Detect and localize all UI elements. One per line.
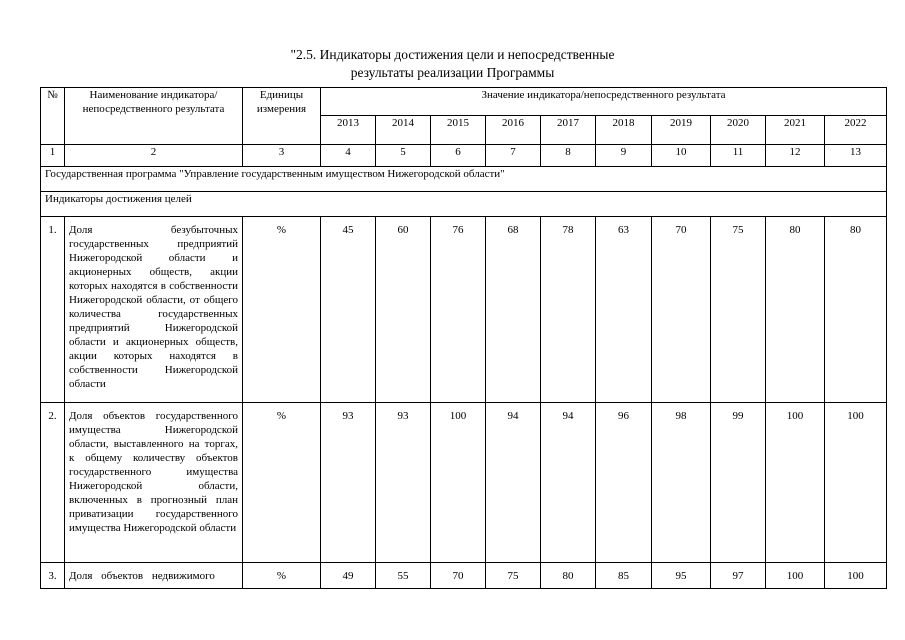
- section-program: Государственная программа "Управление государственным имуществом Нижегородской области": [41, 167, 887, 192]
- header-indicator-name: Наименование индикатора/непосредственного результата: [65, 88, 243, 145]
- value-cell: 100: [825, 563, 887, 589]
- value-cell: 100: [766, 563, 825, 589]
- year-cell: 2021: [766, 116, 825, 145]
- value-cell: 78: [541, 217, 596, 403]
- row-number: 2.: [41, 403, 65, 563]
- year-cell: 2017: [541, 116, 596, 145]
- indicator-name: Доля объектов недвижимого: [65, 563, 243, 589]
- header-value: Значение индикатора/непосредственного результата: [321, 88, 887, 116]
- value-cell: 75: [486, 563, 541, 589]
- year-cell: 2014: [376, 116, 431, 145]
- value-cell: 98: [652, 403, 711, 563]
- value-cell: 96: [596, 403, 652, 563]
- unit-cell: %: [243, 403, 321, 563]
- table-row: [41, 563, 887, 589]
- value-cell: 70: [652, 217, 711, 403]
- value-cell: 97: [711, 563, 766, 589]
- value-cell: 93: [376, 403, 431, 563]
- value-cell: 80: [541, 563, 596, 589]
- value-cell: 85: [596, 563, 652, 589]
- indicators-table: [40, 87, 887, 589]
- value-cell: 80: [766, 217, 825, 403]
- value-cell: 75: [711, 217, 766, 403]
- value-cell: 55: [376, 563, 431, 589]
- column-number: 1: [41, 145, 65, 167]
- value-cell: 45: [321, 217, 376, 403]
- value-cell: 68: [486, 217, 541, 403]
- value-cell: 100: [825, 403, 887, 563]
- indicator-name: Доля безубыточных государственных предприятий Нижегородской области и акционерных обществ, акции которых находятся в собственности Нижегородской области, от общего количества государственных предприятий Нижегородской области и акционерных обществ, акции которых находятся в собственности Нижегородской области: [65, 217, 243, 403]
- document-title: [0, 46, 905, 82]
- header-unit: Единицы измерения: [243, 88, 321, 145]
- value-cell: 94: [486, 403, 541, 563]
- value-cell: 99: [711, 403, 766, 563]
- unit-cell: %: [243, 217, 321, 403]
- column-number: 6: [431, 145, 486, 167]
- value-cell: 60: [376, 217, 431, 403]
- column-number: 5: [376, 145, 431, 167]
- column-number: 12: [766, 145, 825, 167]
- value-cell: 100: [766, 403, 825, 563]
- year-cell: 2018: [596, 116, 652, 145]
- title-line-1: "2.5. Индикаторы достижения цели и непосредственные: [290, 47, 615, 62]
- value-cell: 70: [431, 563, 486, 589]
- column-number: 9: [596, 145, 652, 167]
- table-row: [41, 217, 887, 403]
- header-number: №: [41, 88, 65, 145]
- value-cell: 94: [541, 403, 596, 563]
- year-cell: 2020: [711, 116, 766, 145]
- value-cell: 76: [431, 217, 486, 403]
- year-cell: 2013: [321, 116, 376, 145]
- row-number: 3.: [41, 563, 65, 589]
- column-number: 4: [321, 145, 376, 167]
- year-cell: 2019: [652, 116, 711, 145]
- indicator-name: Доля объектов государственного имущества Нижегородской области, выставленного на торгах, к общему количеству объектов государственного имущества Нижегородской области, включенных в прогнозный план приватизации государственного имущества Нижегородской области: [65, 403, 243, 563]
- column-number: 11: [711, 145, 766, 167]
- year-cell: 2016: [486, 116, 541, 145]
- unit-cell: %: [243, 563, 321, 589]
- year-cell: 2022: [825, 116, 887, 145]
- value-cell: 100: [431, 403, 486, 563]
- value-cell: 63: [596, 217, 652, 403]
- table-row: [41, 403, 887, 563]
- column-number: 8: [541, 145, 596, 167]
- title-line-2: результаты реализации Программы: [350, 65, 555, 80]
- column-number: 13: [825, 145, 887, 167]
- year-cell: 2015: [431, 116, 486, 145]
- column-number: 7: [486, 145, 541, 167]
- column-number: 3: [243, 145, 321, 167]
- row-number: 1.: [41, 217, 65, 403]
- value-cell: 93: [321, 403, 376, 563]
- section-indicators: Индикаторы достижения целей: [41, 192, 887, 217]
- value-cell: 49: [321, 563, 376, 589]
- column-number: 2: [65, 145, 243, 167]
- value-cell: 80: [825, 217, 887, 403]
- column-number: 10: [652, 145, 711, 167]
- value-cell: 95: [652, 563, 711, 589]
